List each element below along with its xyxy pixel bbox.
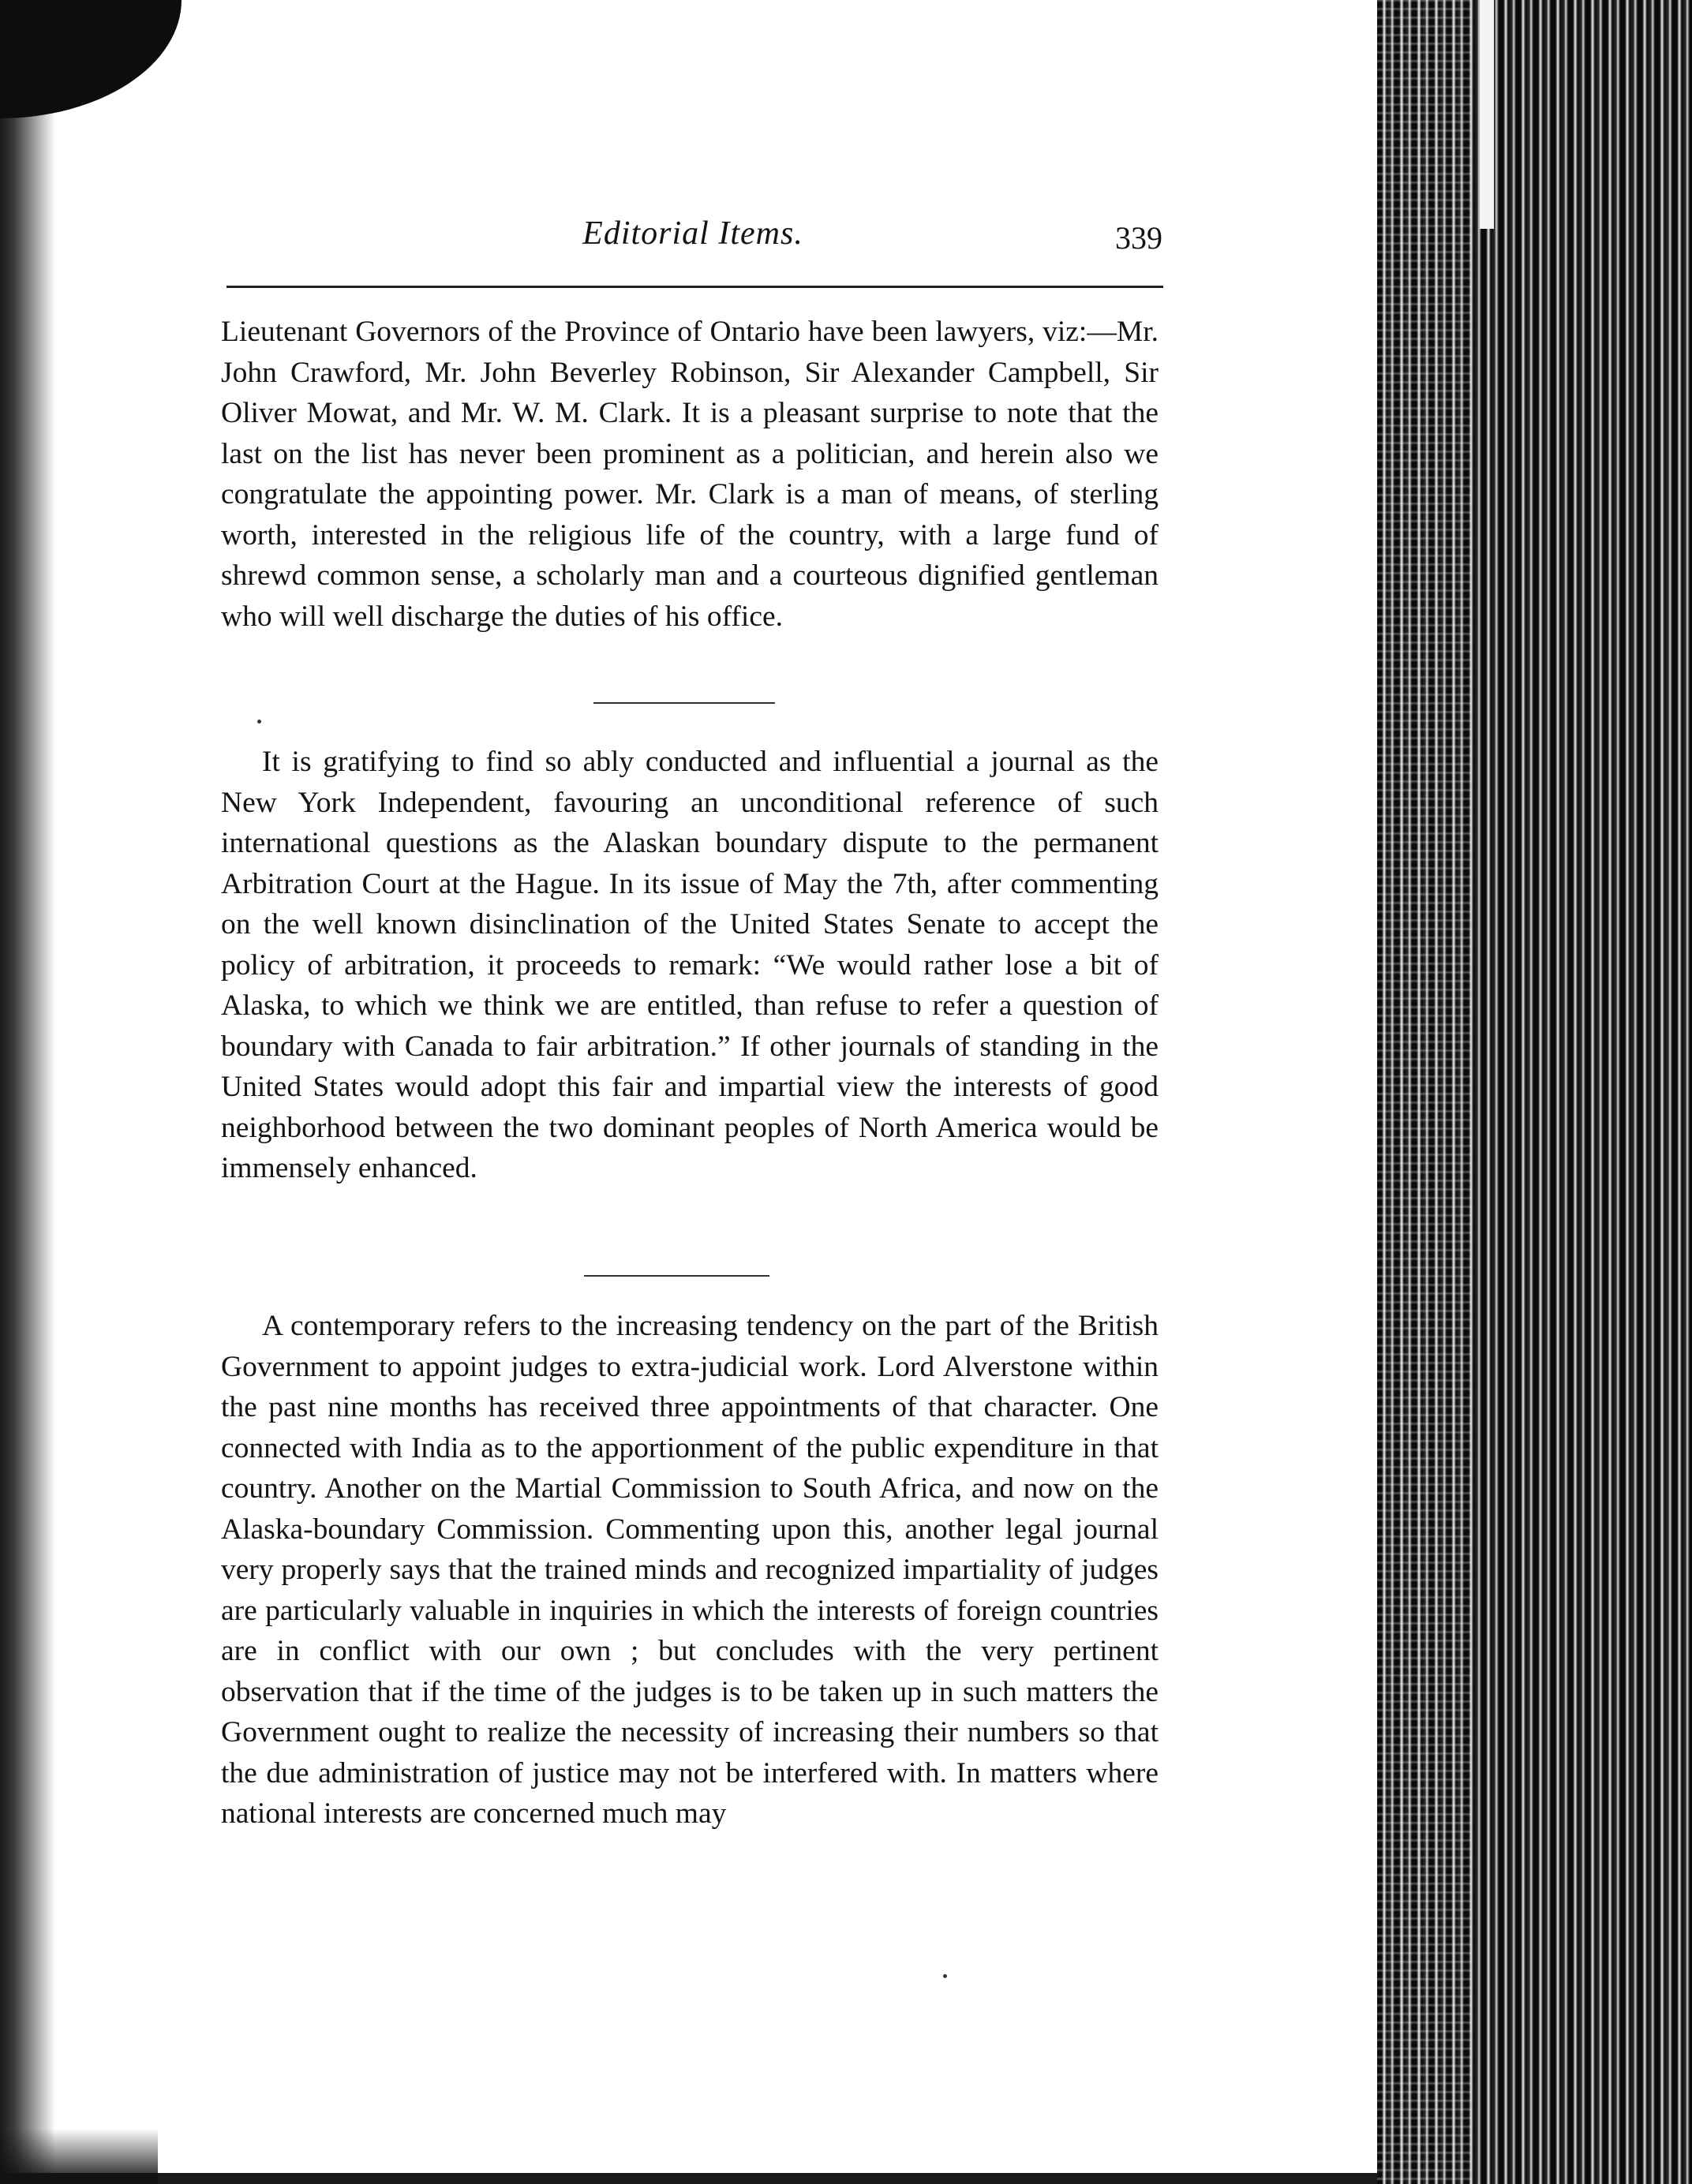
paragraph-extra-judicial-work: A contemporary refers to the increasing tendency on the part of the British Government to appoint judges to extra-judicial work. Lord Alverstone within the past nine months has received three appointments of that character. One connected with India as to the apportionment of the public expenditure in that country. Another on the Martial Commission to South Africa, and now on the Alaska-boundary Commission. Commenting upon this, another legal journal very properly says that the trained minds and recognized impartiality of judges are particularly valuable in inquiries in which the interests of foreign countries are in conflict with our own ; but concludes with the very pertinent observation that if the time of the judges is to be taken up in such matters the Government ought to realize the necessity of increasing their numbers so that the due administration of justice may not be interfered with. In matters where national interests are concerned much may	[221, 1310, 1159, 1830]
scan-right-edge	[1377, 0, 1692, 2184]
section-separator	[593, 702, 775, 704]
scan-corner-shadow	[0, 2129, 158, 2184]
section-separator	[584, 1275, 769, 1277]
running-title: Editorial Items.	[582, 215, 803, 252]
scan-edge-highlight	[1480, 0, 1494, 229]
scan-speck	[943, 1974, 947, 1978]
scan-bottom-edge	[0, 2173, 1377, 2184]
scan-speck	[257, 720, 261, 724]
page-number: 339	[1115, 220, 1162, 256]
paragraph-lieutenant-governors: Lieutenant Governors of the Province of Ontario have been lawyers, viz:—Mr. John Crawford, Mr. John Beverley Robinson, Sir Alexander Campbell, Sir Oliver Mowat, and Mr. W. M. Clark. It is a pleasant surprise to note that the last on the list has never been prominent as a politician, and herein also we congratulate the appointing power. Mr. Clark is a man of means, of sterling worth, interested in the religious life of the country, with a large fund of shrewd common sense, a scholarly man and a courteous dignified gentleman who will well discharge the duties of his office.	[221, 316, 1159, 633]
scan-edge-texture	[1377, 0, 1472, 2184]
running-head	[223, 215, 1162, 262]
paragraph-new-york-independent: It is gratifying to find so ably conducted and influential a journal as the New York Independent, favouring an unconditional reference of such international questions as the Alaskan boundary dispute to the permanent Arbitration Court at the Hague. In its issue of May the 7th, after commenting on the well known disinclination of the United States Senate to accept the policy of arbitration, it proceeds to remark: “We would rather lose a bit of Alaska, to which we think we are entitled, than refuse to refer a question of boundary with Canada to fair arbitration.” If other journals of standing in the United States would adopt this fair and impartial view the interests of good neighborhood between the two dominant peoples of North America would be immensely enhanced.	[221, 746, 1159, 1184]
header-rule	[226, 286, 1163, 288]
